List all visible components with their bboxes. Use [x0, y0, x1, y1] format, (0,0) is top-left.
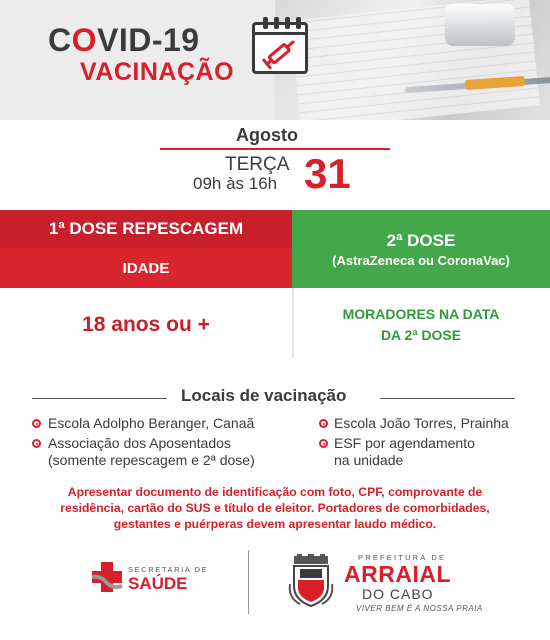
dose2-header: [292, 210, 550, 288]
weekday-label: TERÇA: [225, 154, 290, 175]
city-crest-logo: [288, 554, 334, 608]
vaccine-photo: [275, 0, 550, 120]
calendar-syringe-icon: [252, 22, 308, 74]
location-bullet-icon: [319, 439, 328, 448]
location-bullet-icon: [32, 419, 41, 428]
dose2-title: 2ª DOSE: [386, 230, 456, 250]
city-name: ARRAIAL: [344, 561, 451, 587]
documents-notice: Apresentar documento de identificação com foto, CPF, comprovante de residência, cartão do SUS e título de eleitor. Portadores de comorbidades, gestantes e puérperas devem apresentar laudo médico.: [60, 485, 490, 531]
date-divider: [160, 148, 390, 150]
health-cross-logo: [90, 560, 124, 594]
dose1-subheader: IDADE: [0, 248, 292, 288]
location-item: Escola Adolpho Beranger, Canaã: [48, 415, 255, 431]
dose1-age-value: 18 anos ou +: [82, 313, 210, 336]
covid-title: COVID-19: [48, 22, 200, 58]
city-suffix: DO CABO: [362, 586, 434, 602]
location-item: Associação dos Aposentados (somente repescagem e 2ª dose): [48, 435, 255, 468]
dose1-header: 1ª DOSE REPESCAGEM: [0, 210, 292, 248]
secretaria-label: SECRETARIA DE: [128, 565, 209, 574]
prefeitura-label: PREFEITURA DE: [358, 553, 447, 562]
month-label: Agosto: [236, 125, 298, 145]
vaccination-title: VACINAÇÃO: [80, 58, 235, 86]
locations-divider-right: [380, 398, 515, 399]
location-item: ESF por agendamento na unidade: [334, 435, 475, 468]
dose2-vaccines: (AstraZeneca ou CoronaVac): [332, 252, 510, 268]
location-bullet-icon: [319, 419, 328, 428]
locations-title: Locais de vacinação: [181, 386, 347, 405]
city-slogan: VIVER BEM É A NOSSA PRAIA: [356, 604, 483, 613]
location-bullet-icon: [32, 439, 41, 448]
dose2-eligibility: MORADORES NA DATA DA 2ª DOSE: [342, 306, 500, 343]
footer-divider: [248, 550, 249, 614]
day-number: 31: [304, 150, 351, 197]
header-banner: [0, 0, 550, 120]
saude-label: SAÚDE: [128, 574, 188, 593]
hours-label: 09h às 16h: [193, 174, 278, 193]
locations-divider-left: [32, 398, 167, 399]
location-item: Escola João Torres, Prainha: [334, 415, 509, 431]
